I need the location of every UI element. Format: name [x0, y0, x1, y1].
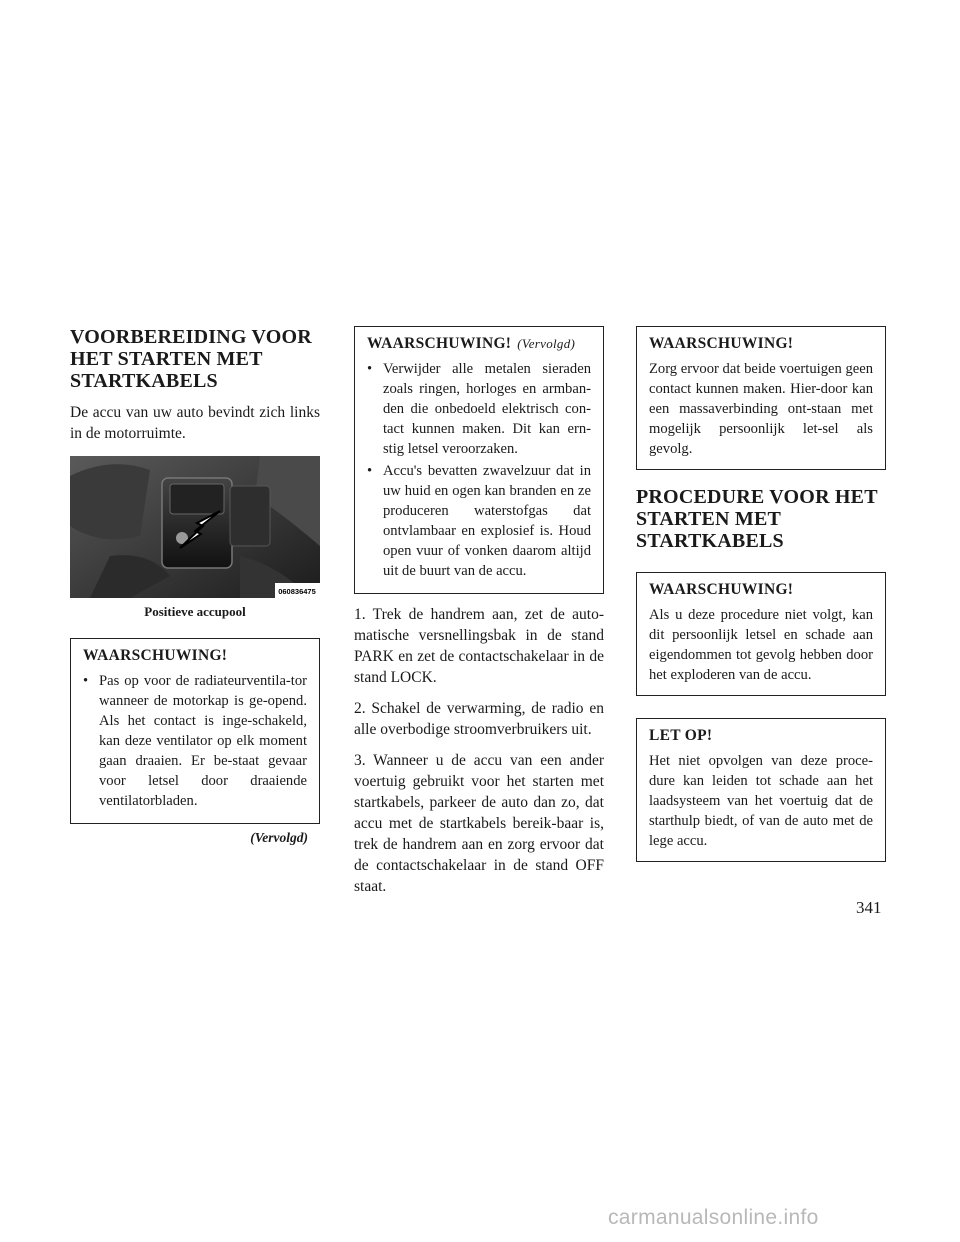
column-middle [354, 326, 604, 907]
step-2: 2. Schakel de verwarming, de radio en alle overbodige stroomverbruikers uit. [354, 700, 604, 738]
battery-photo [70, 456, 320, 598]
continued-label: (Vervolgd) [250, 830, 308, 845]
warning-box-contact [636, 326, 886, 470]
watermark: carmanualsonline.info [608, 1206, 819, 1229]
page-number: 341 [856, 898, 882, 917]
step-3: 3. Wanneer u de accu van een ander voertuig gebruikt voor het starten met startkabels, parkeer de auto dan zo, dat accu met de startkabels bereik-baar is, trek de handrem aan en zorg ervoor dat de contactschakelaar in de stand OFF staat. [354, 752, 604, 895]
warning-box-fan [70, 638, 320, 824]
steps-list [354, 604, 604, 897]
section-heading-preparation: VOORBEREIDING VOOR HET STARTEN MET STARTKABELS [70, 326, 312, 392]
caution-box [636, 718, 886, 862]
warning-list [367, 359, 591, 581]
warning-text: Als u deze procedure niet volgt, kan dit persoonlijk letsel en schade aan eigendommen tot gevolg hebben door het exploderen van de accu. [649, 607, 873, 683]
warning-box-procedure [636, 572, 886, 696]
warning-bullet: • Verwijder alle metalen sieraden zoals ringen, horloges en armban-den die onbedoeld elektrisch con-tact kunnen maken. Dit kan ern-stig letsel veroorzaken. [367, 359, 591, 459]
figure-code: 060836475 [278, 587, 316, 596]
warning-text: Zorg ervoor dat beide voertuigen geen contact kunnen maken. Hier-door kan een massaverbinding ont-staan met mogelijk persoonlijk let-sel als gevolg. [649, 361, 873, 457]
warning-bullet: • Pas op voor de radiateurventila-tor wanneer de motorkap is ge-opend. Als het contact is inge-schakeld, kan deze ventilator op elk moment gaan draaien. Er be-staat gevaar voor letsel door draaiende ventilatorbladen. [83, 671, 307, 811]
column-left [70, 326, 320, 846]
warning-title: WAARSCHUWING! [649, 581, 794, 598]
engine-bay-illustration [70, 456, 320, 598]
warning-box-continued [354, 326, 604, 594]
step-1: 1. Trek de handrem aan, zet de auto-matische versnellingsbak in de stand PARK en zet de contactschakelaar in de stand LOCK. [354, 606, 604, 686]
warning-title: WAARSCHUWING! (Vervolgd) [367, 335, 576, 352]
caution-text: Het niet opvolgen van deze proce-dure kan leiden tot schade aan het laadsysteem van het voertuig dat de starthulp biedt, of van de auto met de lege accu. [649, 753, 873, 849]
figure-caption: Positieve accupool [144, 604, 246, 619]
warning-title: WAARSCHUWING! [649, 335, 794, 352]
continued-label: (Vervolgd) [517, 336, 576, 351]
figure [70, 456, 320, 620]
section-heading-procedure: PROCEDURE VOOR HET STARTEN MET STARTKABELS [636, 486, 878, 552]
warning-bullet: • Accu's bevatten zwavelzuur dat in uw huid en ogen kan branden en ze produceren waterstofgas dat ontvlambaar en explosief is. Houd open vuur of vonken daarom altijd uit de buurt van de accu. [367, 461, 591, 581]
warning-list [83, 671, 307, 811]
column-right [636, 326, 886, 862]
caution-title: LET OP! [649, 727, 713, 744]
warning-title: WAARSCHUWING! [83, 647, 228, 664]
intro-paragraph: De accu van uw auto bevindt zich links in de motorruimte. [70, 404, 320, 442]
